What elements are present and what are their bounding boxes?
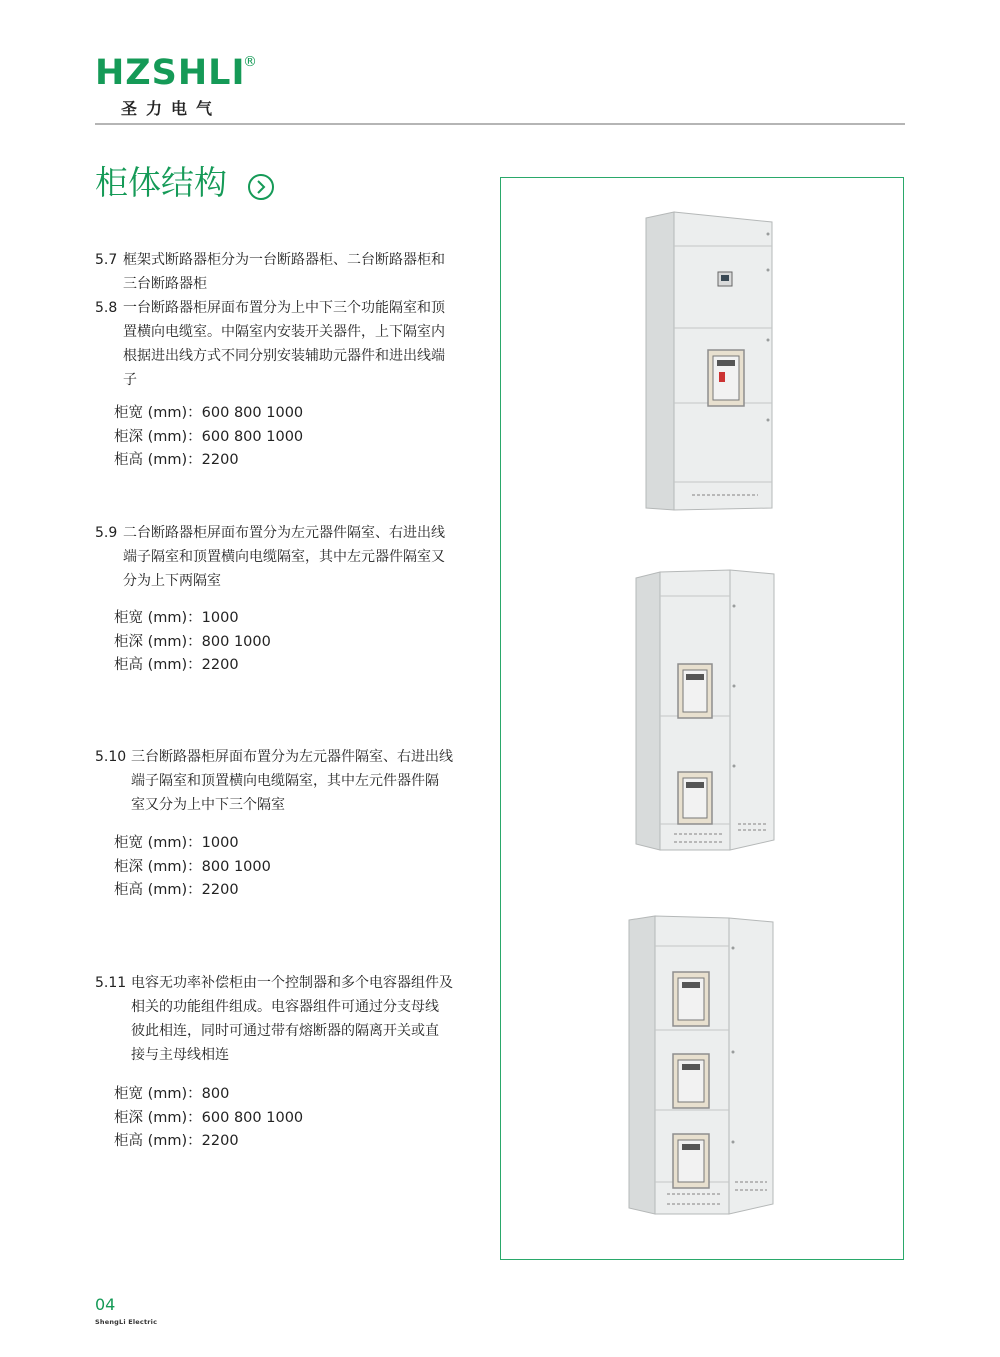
item-number: 5.9 [95, 525, 118, 541]
item-number: 5.11 [95, 975, 127, 991]
item-line: 端子隔室和顶置横向电缆隔室，其中左元件器件隔 [131, 773, 439, 789]
specs-5-8 [114, 402, 303, 473]
item-line: 接与主母线相连 [131, 1047, 229, 1063]
spec-width: 柜宽 (mm)：600 800 1000 [114, 405, 304, 421]
item-line: 三台断路器柜 [123, 276, 207, 292]
spec-width: 柜宽 (mm)：800 [114, 1086, 230, 1102]
item-text [123, 296, 481, 392]
item-line: 分为上下两隔室 [123, 573, 221, 589]
footer-brand: ShengLi Electric [95, 1318, 158, 1326]
spec-width: 柜宽 (mm)：1000 [114, 610, 239, 626]
item-line: 彼此相连，同时可通过带有熔断器的隔离开关或直 [131, 1023, 439, 1039]
logo [95, 53, 257, 118]
spec-height: 柜高 (mm)：2200 [114, 657, 239, 673]
logo-text: HZSHLI [95, 53, 246, 93]
item-5-11 [95, 971, 481, 1067]
double-breaker-cabinet-image [630, 566, 780, 856]
spec-height: 柜高 (mm)：2200 [114, 1133, 239, 1149]
specs-5-10 [114, 832, 271, 903]
item-5-8 [95, 296, 481, 392]
logo-subtitle: 圣力电气 [121, 99, 222, 118]
item-line: 置横向电缆室。中隔室内安装开关器件，上下隔室内 [123, 324, 445, 340]
item-line: 端子隔室和顶置横向电缆隔室，其中左元器件隔室又 [123, 549, 445, 565]
spec-height: 柜高 (mm)：2200 [114, 882, 239, 898]
spec-depth: 柜深 (mm)：800 1000 [114, 633, 271, 650]
registered-mark: ® [243, 54, 257, 70]
item-5-7 [95, 248, 481, 296]
single-breaker-cabinet-image [640, 210, 780, 515]
specs-5-11 [114, 1083, 303, 1154]
item-5-10 [95, 745, 481, 817]
triple-breaker-cabinet-image [625, 912, 777, 1220]
item-5-9 [95, 521, 481, 593]
page-number: 04 [95, 1295, 116, 1314]
header-divider [95, 123, 905, 125]
circle-chevron-right-icon [248, 174, 274, 200]
item-line: 一台断路器柜屏面布置分为上中下三个功能隔室和顶 [123, 300, 445, 316]
item-number: 5.7 [95, 252, 118, 268]
item-line: 三台断路器柜屏面布置分为左元器件隔室、右进出线 [131, 749, 453, 765]
specs-5-9 [114, 607, 271, 678]
item-line: 二台断路器柜屏面布置分为左元器件隔室、右进出线 [123, 525, 445, 541]
item-text [123, 521, 481, 593]
item-text [131, 745, 481, 817]
spec-height: 柜高 (mm)：2200 [114, 452, 239, 468]
spec-depth: 柜深 (mm)：600 800 1000 [114, 428, 304, 445]
spec-depth: 柜深 (mm)：800 1000 [114, 858, 271, 875]
spec-depth: 柜深 (mm)：600 800 1000 [114, 1109, 304, 1126]
item-text [131, 971, 481, 1067]
section-title: 柜体结构 [95, 163, 227, 202]
item-line: 相关的功能组件组成。电容器组件可通过分支母线 [131, 999, 439, 1015]
spec-width: 柜宽 (mm)：1000 [114, 835, 239, 851]
item-line: 框架式断路器柜分为一台断路器柜、二台断路器柜和 [123, 252, 445, 268]
item-line: 根据进出线方式不同分别安装辅助元器件和进出线端 [123, 348, 445, 364]
item-line: 子 [123, 372, 137, 388]
item-line: 室又分为上中下三个隔室 [131, 797, 285, 813]
item-text [123, 248, 481, 296]
item-number: 5.8 [95, 300, 118, 316]
item-number: 5.10 [95, 749, 127, 765]
item-line: 电容无功率补偿柜由一个控制器和多个电容器组件及 [131, 975, 453, 991]
